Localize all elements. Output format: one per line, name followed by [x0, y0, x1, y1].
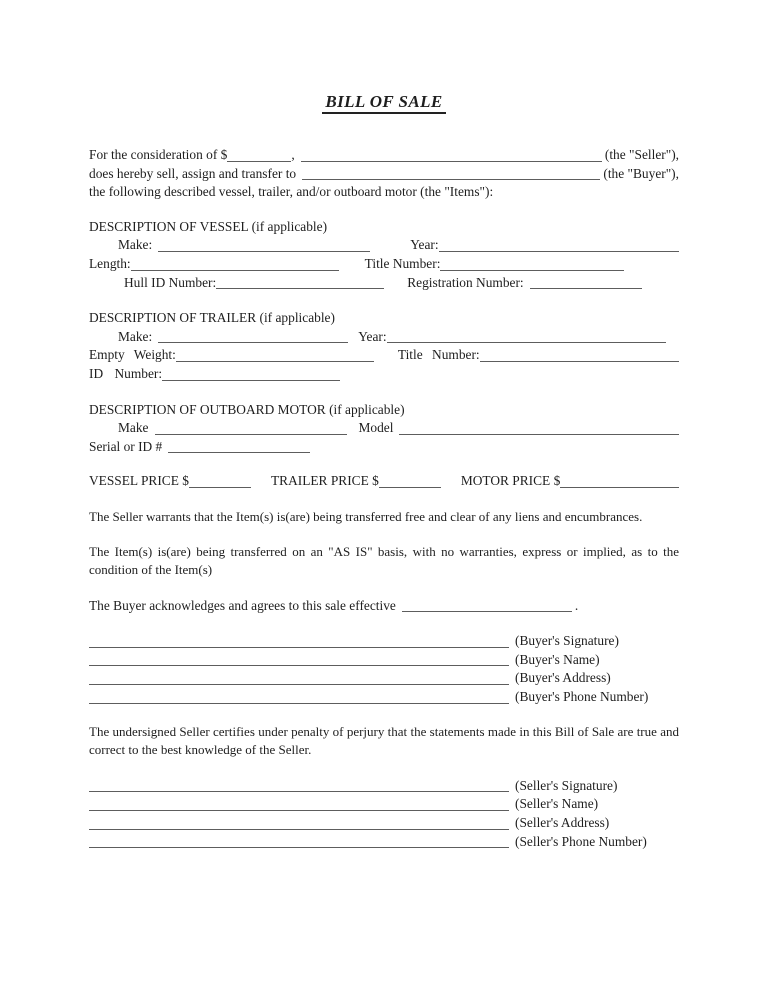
vessel-section-heading: DESCRIPTION OF VESSEL (if applicable) [89, 218, 328, 234]
vessel-hull-id-label: Hull ID Number: [124, 274, 217, 290]
buyer-phone-row [89, 688, 679, 707]
buyer-name-label: (Buyer's Name) [515, 651, 600, 667]
buyer-address-label: (Buyer's Address) [515, 670, 611, 686]
motor-serial-row [89, 438, 679, 457]
vessel-make-year-row [89, 236, 679, 255]
seller-phone-row [89, 833, 679, 852]
seller-address-label: (Seller's Address) [515, 815, 610, 831]
buyer-name-line [302, 166, 600, 180]
warranty-clause: The Seller warrants that the Item(s) is(are) being transferred free and clear of any liens and encumbrances. [89, 508, 643, 524]
comma-text: , [291, 147, 295, 162]
motor-section-heading: DESCRIPTION OF OUTBOARD MOTOR (if applicable) [89, 401, 405, 417]
vessel-length-label: Length: [89, 255, 131, 271]
trailer-section [89, 309, 679, 383]
vessel-make-label: Make: [118, 237, 153, 253]
vessel-price-label: VESSEL PRICE $ [89, 473, 189, 489]
seller-signature-block [89, 777, 679, 851]
seller-name-label: (Seller's Name) [515, 796, 599, 812]
trailer-title-number-line [480, 348, 679, 362]
prices-row [89, 472, 679, 491]
page-title-text: BILL OF SALE [322, 92, 445, 114]
seller-name-line [89, 797, 509, 811]
motor-make-model-row [89, 419, 679, 438]
vessel-make-line [158, 238, 370, 252]
trailer-section-heading: DESCRIPTION OF TRAILER (if applicable) [89, 310, 335, 326]
trailer-id-number-label: ID Number: [89, 365, 163, 381]
as-is-clause: The Item(s) is(are) being transferred on an "AS IS" basis, with no warranties, express or implied, as to the condition of the Item(s) [89, 543, 679, 578]
vessel-hull-registration-row [89, 274, 679, 293]
trailer-make-label: Make: [118, 328, 153, 344]
vessel-title-number-label: Title Number: [364, 255, 441, 271]
motor-make-line [155, 421, 347, 435]
vessel-registration-label: Registration Number: [407, 274, 524, 290]
seller-designation-label: (the "Seller"), [604, 147, 679, 162]
buyer-phone-label: (Buyer's Phone Number) [515, 689, 649, 705]
vessel-price-line [189, 474, 251, 488]
buyer-signature-label: (Buyer's Signature) [515, 633, 619, 649]
motor-price-line [560, 474, 679, 488]
intro-paragraph [89, 146, 679, 202]
seller-address-row [89, 814, 679, 833]
buyer-signature-row [89, 632, 679, 651]
buyer-signature-block [89, 632, 679, 706]
transfer-to-label: does hereby sell, assign and transfer to [89, 165, 297, 181]
effective-date-row [89, 597, 679, 616]
consideration-amount-line [227, 148, 291, 162]
seller-signature-label: (Seller's Signature) [515, 777, 618, 793]
intro-line-2 [89, 165, 679, 184]
effective-date-label: The Buyer acknowledges and agrees to this sale effective [89, 597, 396, 613]
trailer-empty-weight-label: Empty Weight: [89, 347, 176, 363]
trailer-title-number-label: Title Number: [397, 347, 480, 363]
trailer-id-row [89, 365, 679, 384]
seller-phone-line [89, 834, 509, 848]
motor-serial-line [168, 439, 310, 453]
effective-date-period: . [574, 597, 579, 613]
trailer-make-year-row [89, 328, 679, 347]
trailer-make-line [158, 329, 348, 343]
motor-model-line [399, 421, 679, 435]
motor-serial-label: Serial or ID # [89, 438, 163, 454]
seller-name-row [89, 795, 679, 814]
vessel-registration-line [530, 275, 642, 289]
buyer-phone-line [89, 690, 509, 704]
seller-signature-row [89, 777, 679, 796]
motor-section [89, 401, 679, 457]
vessel-title-number-line [440, 257, 624, 271]
motor-price-label: MOTOR PRICE $ [460, 473, 561, 489]
page-title [89, 92, 679, 112]
vessel-length-line [131, 257, 339, 271]
buyer-signature-line [89, 634, 509, 648]
motor-make-label: Make [118, 420, 149, 436]
seller-signature-line [89, 778, 509, 792]
trailer-empty-weight-line [176, 348, 374, 362]
effective-date-line [402, 598, 572, 612]
consideration-label: For the consideration of $ [89, 147, 228, 162]
intro-line-3: the following described vessel, trailer, and/or outboard motor (the "Items"): [89, 184, 494, 200]
vessel-hull-id-line [216, 275, 384, 289]
vessel-year-label: Year: [410, 237, 439, 253]
trailer-weight-title-row [89, 346, 679, 365]
seller-address-line [89, 816, 509, 830]
seller-certification-clause: The undersigned Seller certifies under penalty of perjury that the statements made in this Bill of Sale are true and correct to the best knowledge of the Seller. [89, 723, 679, 758]
buyer-address-line [89, 671, 509, 685]
vessel-length-title-row [89, 255, 679, 274]
buyer-name-row [89, 651, 679, 670]
seller-phone-label: (Seller's Phone Number) [515, 833, 647, 849]
trailer-price-label: TRAILER PRICE $ [270, 473, 379, 489]
vessel-section [89, 218, 679, 292]
buyer-designation-label: (the "Buyer"), [603, 165, 679, 181]
vessel-year-line [439, 238, 679, 252]
buyer-address-row [89, 669, 679, 688]
trailer-id-number-line [162, 367, 340, 381]
seller-name-line [301, 148, 602, 162]
trailer-year-line [387, 329, 666, 343]
trailer-price-line [379, 474, 441, 488]
trailer-year-label: Year: [358, 328, 387, 344]
buyer-name-line [89, 652, 509, 666]
motor-model-label: Model [358, 420, 394, 436]
intro-line-1 [89, 146, 679, 165]
